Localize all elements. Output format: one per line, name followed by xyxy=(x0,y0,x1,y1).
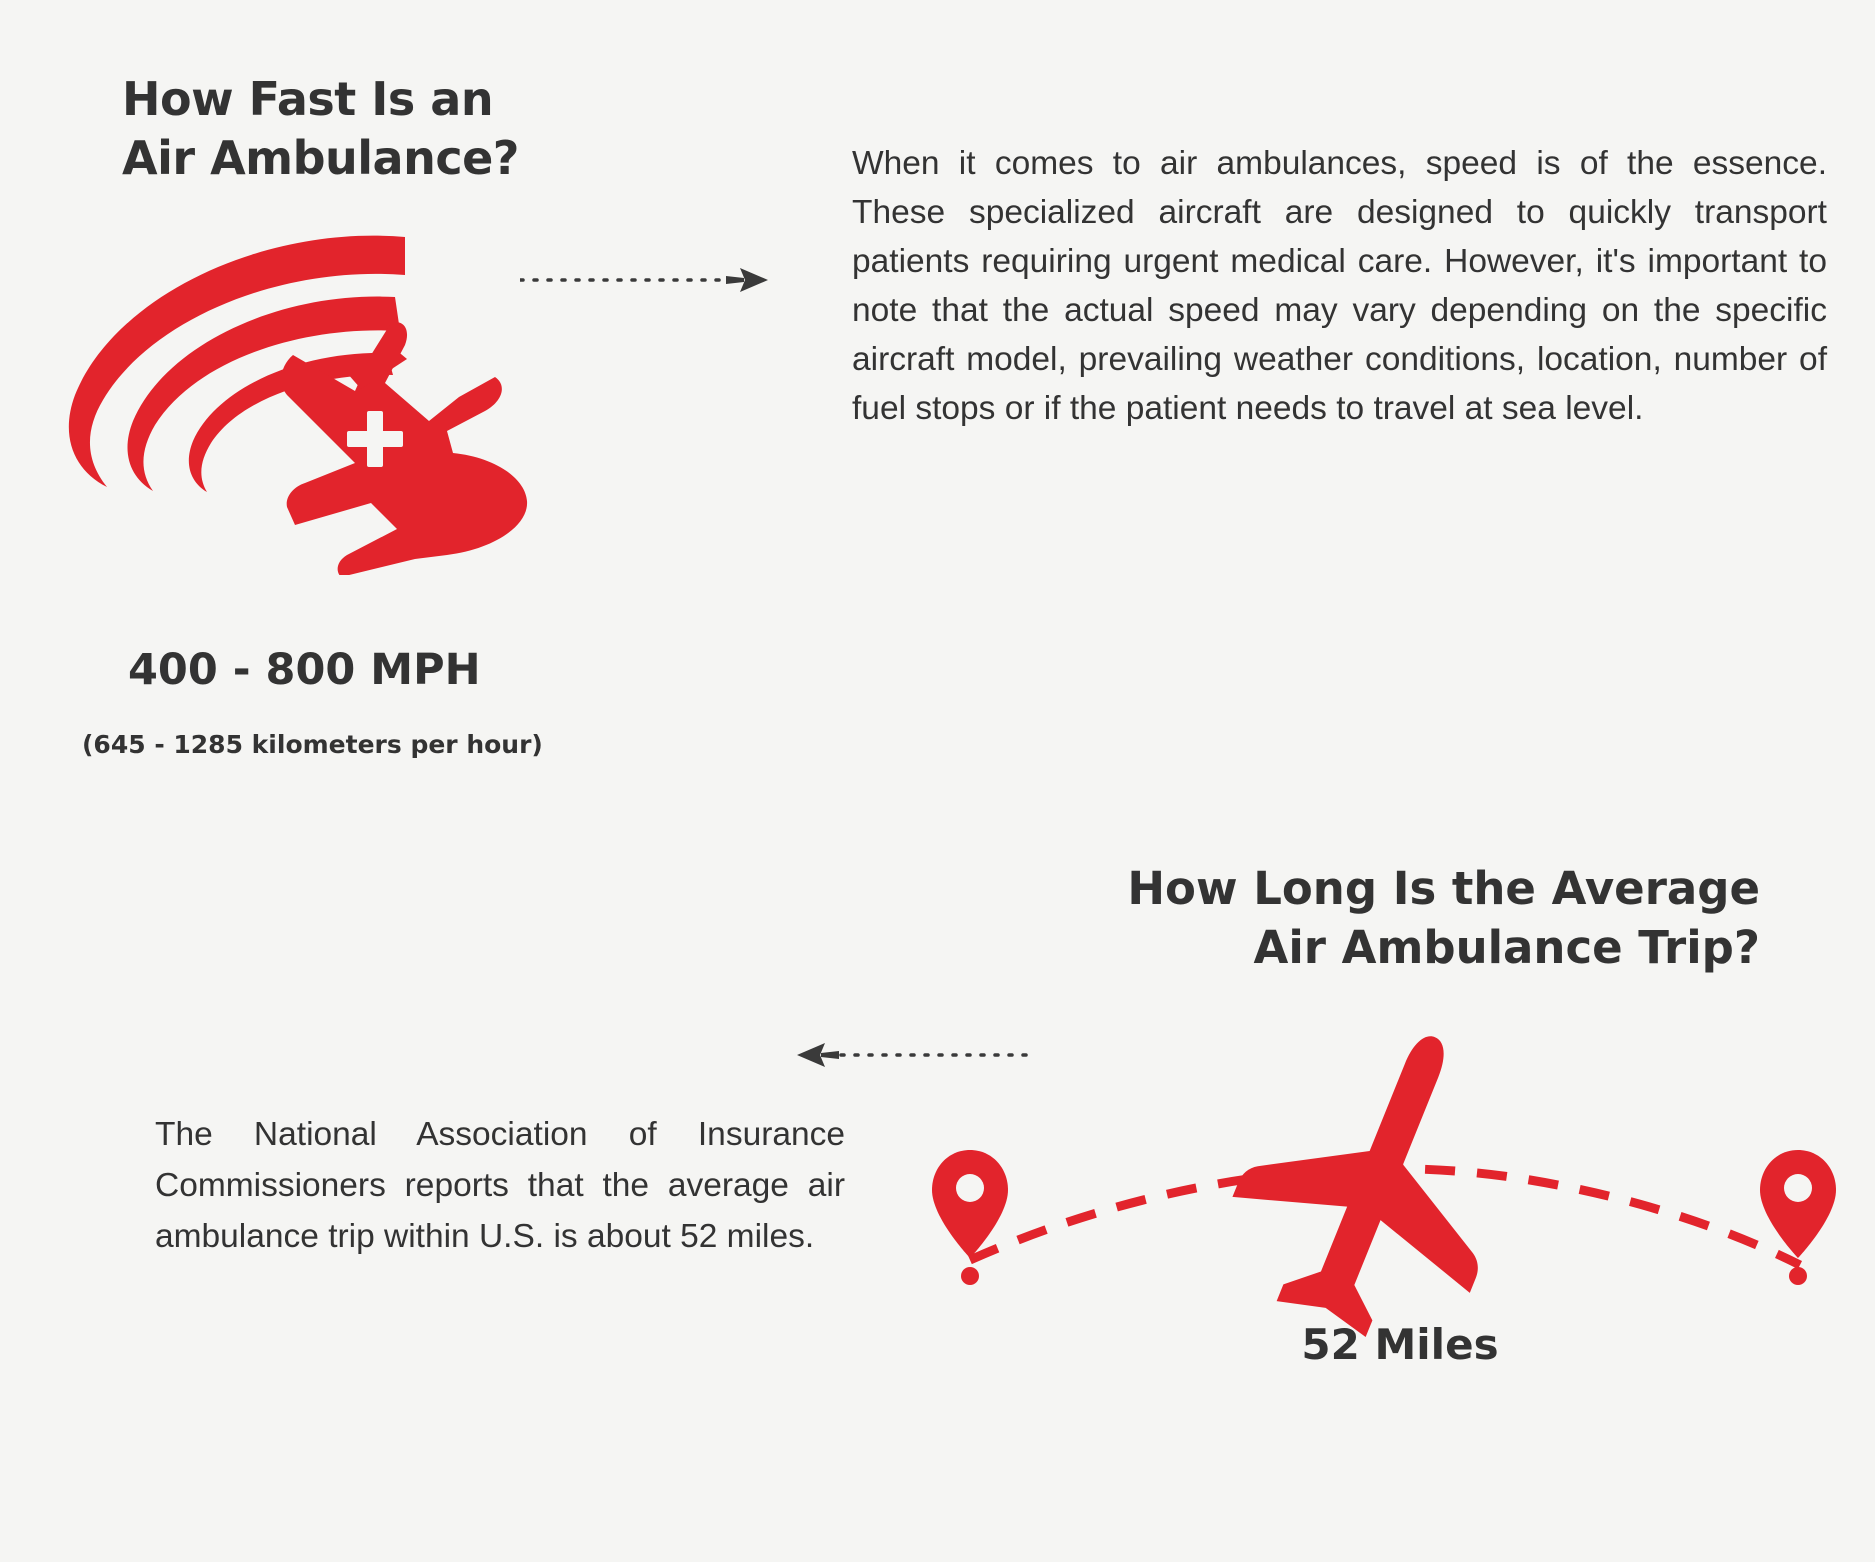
airliner-icon xyxy=(1202,1030,1553,1350)
trip-section-title xyxy=(950,860,1760,977)
speed-stat-primary: 400 - 800 MPH xyxy=(128,645,481,695)
air-ambulance-plane-logo xyxy=(55,225,555,575)
speed-stat-secondary: (645 - 1285 kilometers per hour) xyxy=(82,730,543,759)
speed-title-line-1: How Fast Is an xyxy=(122,72,494,126)
speed-section-body: When it comes to air ambulances, speed is of the essence. These specialized aircraft are designed to quickly transport patients requiring urgent medical care. However, it's important to note that the actual speed may vary depending on the specific aircraft model, prevailing weather conditions, location, number of fuel stops or if the patient needs to travel at sea level. xyxy=(852,145,1827,427)
trip-stat-primary: 52 Miles xyxy=(1301,1320,1499,1369)
trip-title-line-1: How Long Is the Average xyxy=(1127,862,1760,915)
trip-title-line-2: Air Ambulance Trip? xyxy=(1253,920,1760,974)
map-pin-left xyxy=(932,1150,1008,1285)
speed-section-title xyxy=(122,70,722,188)
dotted-flight-path-right xyxy=(520,265,780,295)
route-map-with-plane-and-pins xyxy=(930,1030,1840,1350)
trip-section-body: The National Association of Insurance Commissioners reports that the average air ambulance trip within U.S. is about 52 miles. xyxy=(155,1116,845,1255)
speed-title-line-2: Air Ambulance? xyxy=(122,130,519,185)
